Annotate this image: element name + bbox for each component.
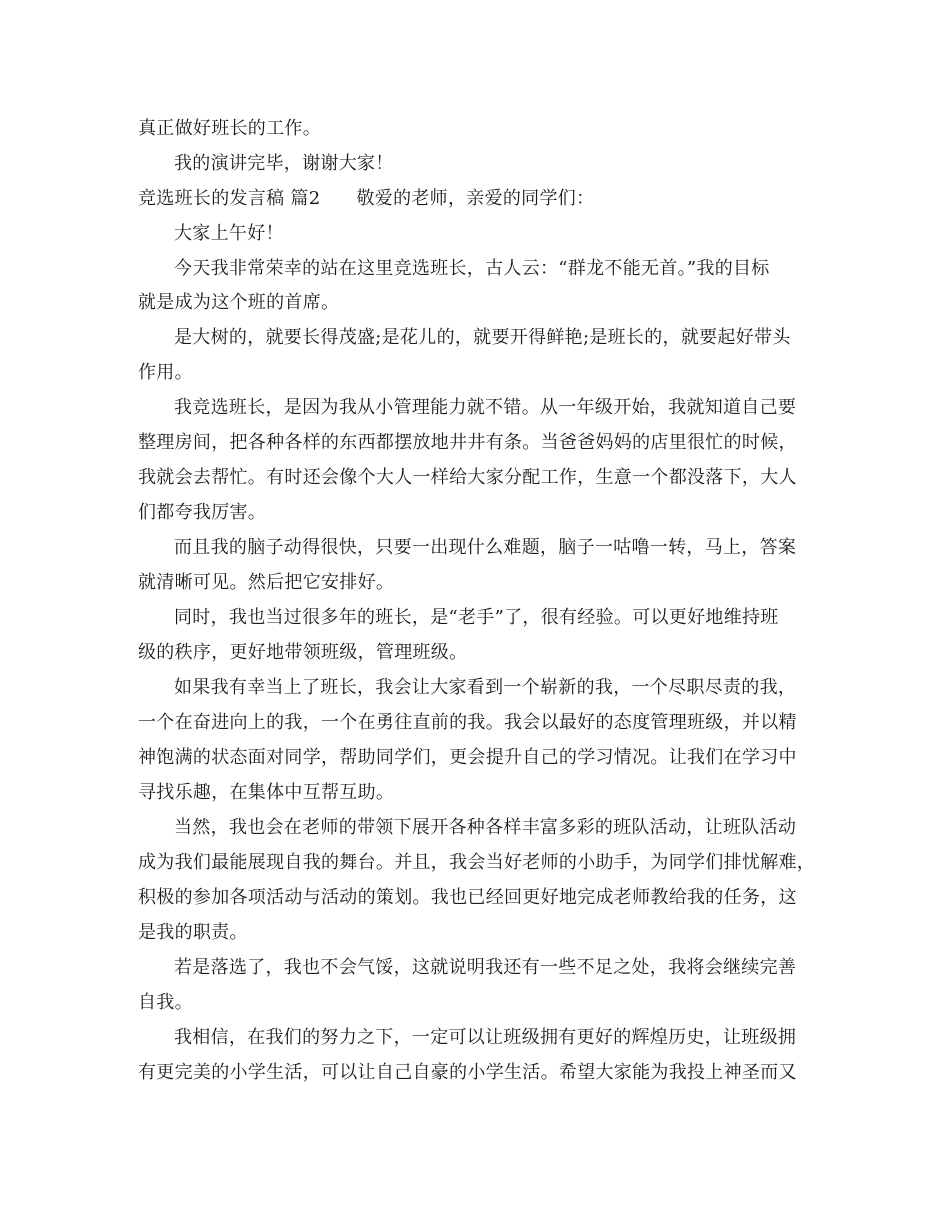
text-line: 一个在奋进向上的我，一个在勇往直前的我。我会以最好的态度管理班级，并以精 [138, 712, 797, 733]
text-line: 是大树的，就要长得茂盛;是花儿的，就要开得鲜艳;是班长的，就要起好带头 [174, 327, 791, 348]
text-line: 作用。 [138, 362, 193, 383]
text-line: 有更完美的小学生活，可以让自己自豪的小学生活。希望大家能为我投上神圣而又 [138, 1062, 797, 1083]
text-line: 就是成为这个班的首席。 [138, 292, 340, 313]
text-line: 真正做好班长的工作。 [138, 118, 321, 139]
text-line: 我相信，在我们的努力之下，一定可以让班级拥有更好的辉煌历史，让班级拥 [174, 1027, 797, 1048]
text-line: 神饱满的状态面对同学，帮助同学们，更会提升自己的学习情况。让我们在学习中 [138, 747, 797, 768]
text-line: 我就会去帮忙。有时还会像个大人一样给大家分配工作，生意一个都没落下，大人 [138, 467, 797, 488]
text-line: 我竞选班长，是因为我从小管理能力就不错。从一年级开始，我就知道自己要 [174, 397, 797, 418]
section-heading: 竞选班长的发言稿 篇2 [138, 188, 321, 209]
text-line: 今天我非常荣幸的站在这里竞选班长，古人云：“群龙不能无首。”我的目标 [174, 258, 770, 279]
text-line: 整理房间，把各种各样的东西都摆放地井井有条。当爸爸妈妈的店里很忙的时候， [138, 432, 797, 453]
text-line: 是我的职责。 [138, 922, 248, 943]
text-line: 积极的参加各项活动与活动的策划。我也已经回更好地完成老师教给我的任务，这 [138, 887, 797, 908]
text-line: 就清晰可见。然后把它安排好。 [138, 572, 395, 593]
text-line: 如果我有幸当上了班长，我会让大家看到一个崭新的我，一个尽职尽责的我， [174, 677, 797, 698]
salutation: 敬爱的老师，亲爱的同学们： [356, 188, 595, 209]
text-line: 们都夸我厉害。 [138, 502, 267, 523]
text-line: 大家上午好！ [174, 223, 284, 244]
text-line: 自我。 [138, 992, 193, 1013]
text-line: 我的演讲完毕，谢谢大家！ [174, 153, 394, 174]
text-line: 级的秩序，更好地带领班级，管理班级。 [138, 642, 468, 663]
text-line: 当然，我也会在老师的带领下展开各种各样丰富多彩的班队活动，让班队活动 [174, 817, 797, 838]
text-line: 成为我们最能展现自我的舞台。并且，我会当好老师的小助手，为同学们排忧解难， [138, 852, 816, 873]
text-line: 若是落选了，我也不会气馁，这就说明我还有一些不足之处，我将会继续完善 [174, 957, 797, 978]
text-line: 同时，我也当过很多年的班长，是“老手”了，很有经验。可以更好地维持班 [174, 607, 779, 628]
text-line: 而且我的脑子动得很快，只要一出现什么难题，脑子一咕噜一转，马上，答案 [174, 537, 797, 558]
section-heading-line [138, 189, 594, 209]
text-line: 寻找乐趣，在集体中互帮互助。 [138, 782, 395, 803]
